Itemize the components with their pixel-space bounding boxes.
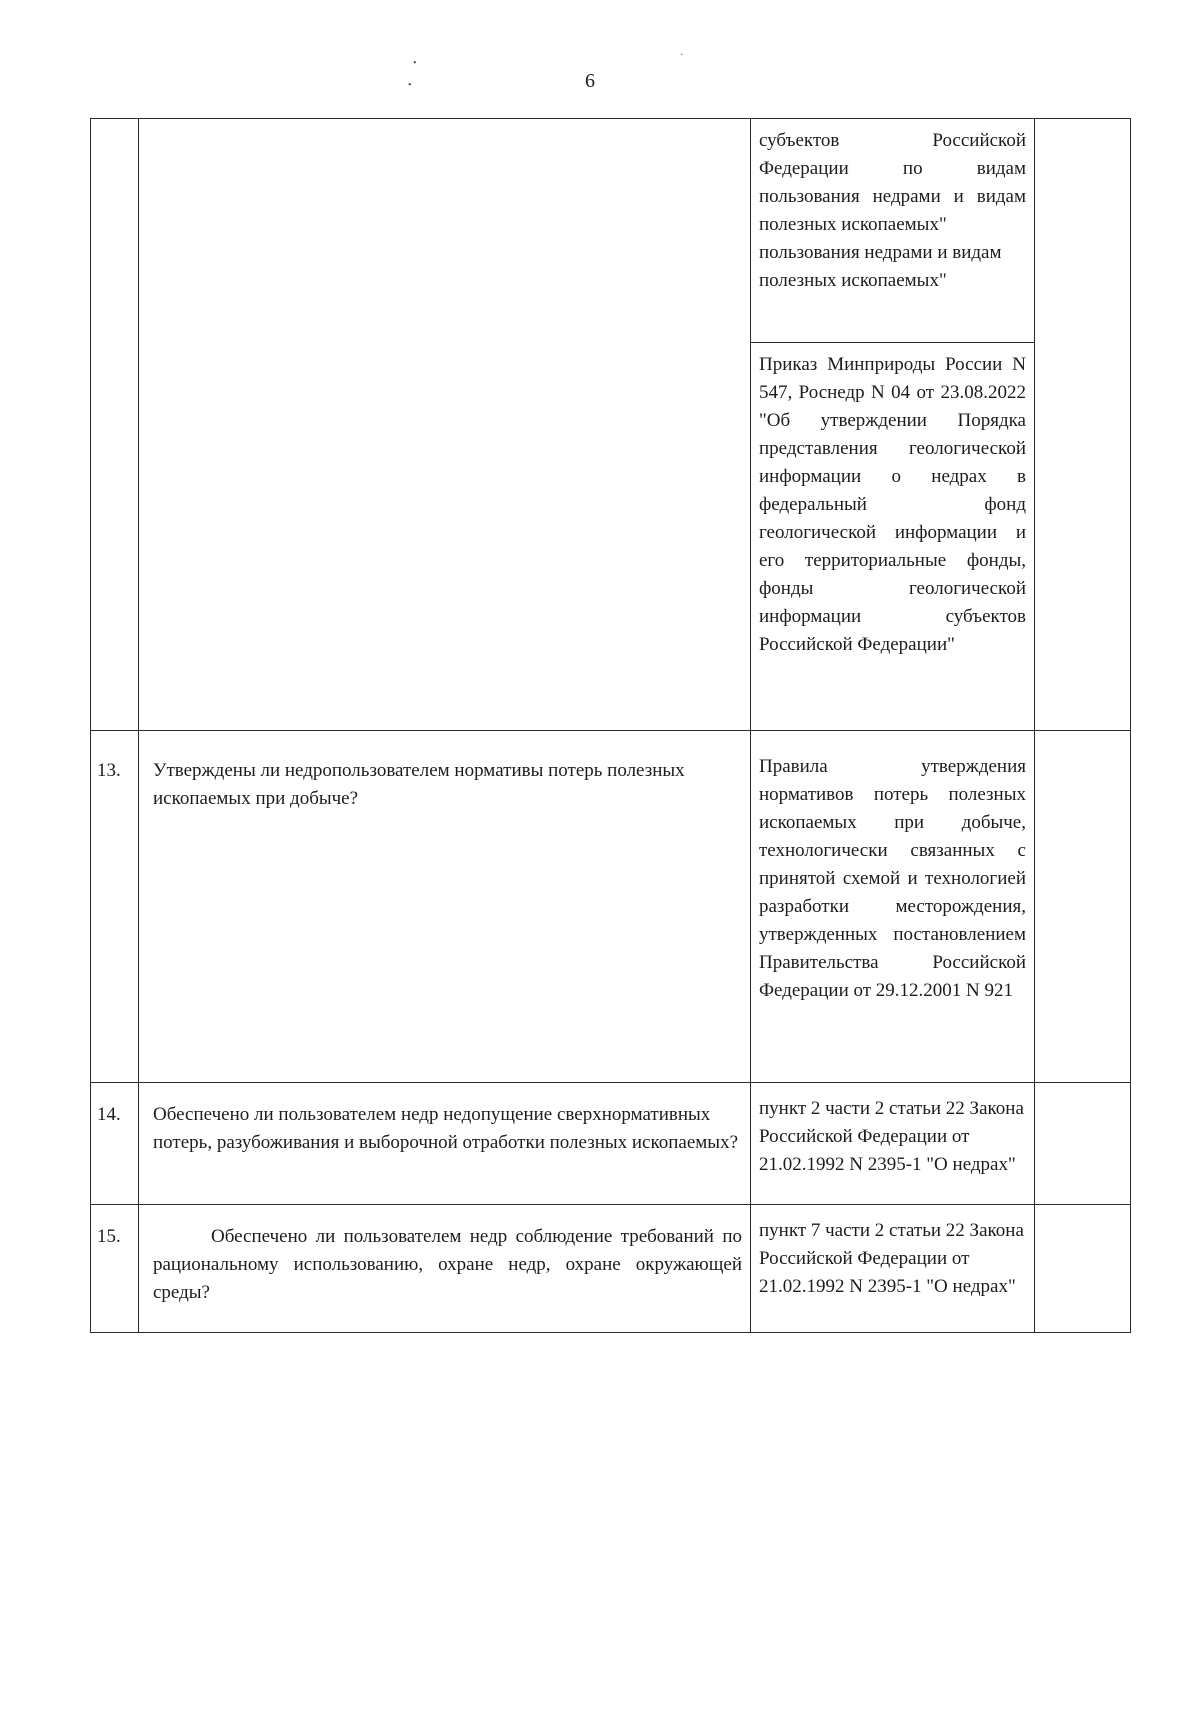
- table-row: [91, 1083, 1131, 1205]
- notes-cell: [1035, 1083, 1131, 1205]
- question-cell: [139, 731, 751, 1083]
- question-text: Обеспечено ли пользователем недр соблюдение требований по рациональному использованию, охране недр, охране окружающей среды?: [153, 1226, 742, 1303]
- question-text: Утверждены ли недропользователем нормативы потерь полезных ископаемых при добыче?: [153, 760, 685, 809]
- row-number: 15.: [97, 1226, 121, 1247]
- norm-cell: [751, 731, 1035, 1083]
- page-number: 6: [585, 70, 595, 92]
- norm-reference: пункт 2 части 2 статьи 22 Закона Российской Федерации от 21.02.1992 N 2395-1 "О недрах": [759, 1098, 1024, 1175]
- row-number-cell: [91, 731, 139, 1083]
- table-row: [91, 119, 1131, 731]
- norm-reference: пункт 7 части 2 статьи 22 Закона Российской Федерации от 21.02.1992 N 2395-1 "О недрах": [759, 1220, 1024, 1297]
- notes-cell: [1035, 731, 1131, 1083]
- norm-cell: [751, 119, 1035, 731]
- question-text: [139, 119, 750, 145]
- table-row: [91, 1205, 1131, 1333]
- scan-speck: •: [413, 58, 417, 69]
- row-number: 14.: [97, 1104, 121, 1125]
- question-cell: [139, 1205, 751, 1333]
- notes-cell: [1035, 1205, 1131, 1333]
- row-number-cell: [91, 119, 139, 731]
- norm-reference: [751, 119, 1034, 342]
- norm-reference: [751, 342, 1034, 669]
- row-number: 13.: [97, 760, 121, 781]
- row-number: [91, 119, 138, 145]
- scan-speck: ·: [680, 50, 684, 61]
- question-cell: [139, 1083, 751, 1205]
- question-cell: [139, 119, 751, 731]
- norm-reference: Правила утверждения нормативов потерь полезных ископаемых при добыче, технологически связанных с принятой схемой и технологией разработки месторождения, утвержденных постановлением Правительства Российской Федерации от 29.12.2001 N 921: [759, 756, 1026, 1001]
- question-text: Обеспечено ли пользователем недр недопущение сверхнормативных потерь, разубоживания и выборочной отработки полезных ископаемых?: [153, 1104, 739, 1153]
- inspection-checklist-table: [90, 118, 1131, 1333]
- table-row: [91, 731, 1131, 1083]
- row-number-cell: [91, 1083, 139, 1205]
- row-number-cell: [91, 1205, 139, 1333]
- notes-cell: [1035, 119, 1131, 731]
- norm-cell: [751, 1083, 1035, 1205]
- norm-text-duplicate: пользования недрами и видам полезных ископаемых": [759, 242, 1002, 291]
- norm-cell: [751, 1205, 1035, 1333]
- norm-text: субъектов Российской Федерации по видам пользования недрами и видам полезных ископаемых": [759, 130, 1026, 235]
- norm-text: Приказ Минприроды России N 547, Роснедр N 04 от 23.08.2022 "Об утверждении Порядка представления геологической информации о недрах в федеральный фонд геологической информации и его территориальные фонды, фонды геологической информации субъектов Российской Федерации": [759, 354, 1026, 655]
- scan-speck: •: [408, 80, 412, 91]
